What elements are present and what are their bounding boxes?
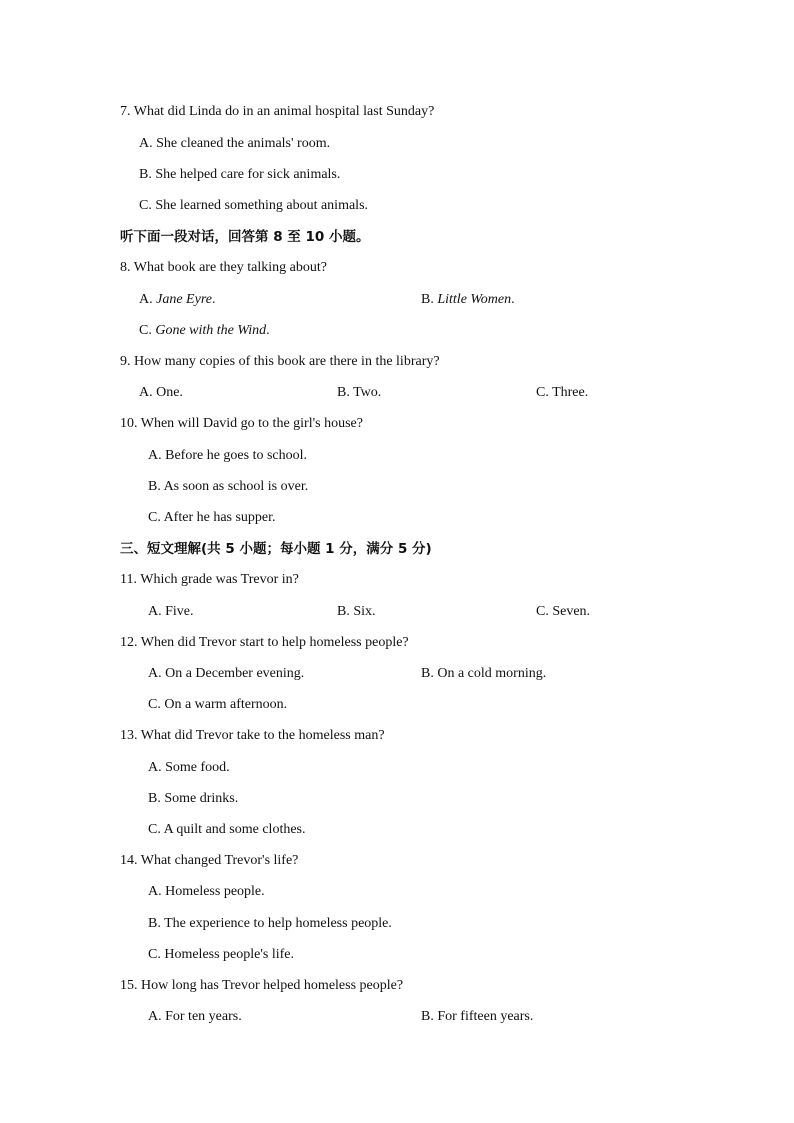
question-7-option-b: B. She helped care for sick animals. [139, 167, 341, 182]
question-7-option-c: C. She learned something about animals. [139, 198, 369, 213]
question-8-option-b: B. Little Women. [421, 292, 515, 307]
question-8-option-c: C. Gone with the Wind. [139, 323, 270, 338]
question-7: 7. What did Linda do in an animal hospital last Sunday? [120, 104, 435, 119]
question-13: 13. What did Trevor take to the homeless man? [120, 728, 385, 743]
question-10: 10. When will David go to the girl's house? [120, 416, 363, 431]
question-15: 15. How long has Trevor helped homeless people? [120, 978, 404, 993]
question-15-option-b: B. For fifteen years. [421, 1009, 534, 1024]
question-10-option-b: B. As soon as school is over. [148, 479, 309, 494]
question-11-option-b: B. Six. [337, 604, 376, 619]
question-8: 8. What book are they talking about? [120, 260, 327, 275]
question-11-option-c: C. Seven. [536, 604, 591, 619]
question-9-option-b: B. Two. [337, 385, 382, 400]
question-12: 12. When did Trevor start to help homeless people? [120, 635, 409, 650]
question-7-option-a: A. She cleaned the animals' room. [139, 136, 331, 151]
question-12-option-b: B. On a cold morning. [421, 666, 547, 681]
question-12-option-a: A. On a December evening. [148, 666, 305, 681]
question-14: 14. What changed Trevor's life? [120, 853, 299, 868]
question-11-option-a: A. Five. [148, 604, 194, 619]
question-10-option-a: A. Before he goes to school. [148, 448, 308, 463]
section-3-heading: 三、短文理解(共 5 小题；每小题 1 分，满分 5 分) [120, 541, 432, 557]
question-10-option-c: C. After he has supper. [148, 510, 276, 525]
question-13-option-a: A. Some food. [148, 760, 230, 775]
question-8-option-a: A. Jane Eyre. [139, 292, 216, 307]
question-14-option-a: A. Homeless people. [148, 884, 265, 899]
question-9-option-a: A. One. [139, 385, 183, 400]
question-15-option-a: A. For ten years. [148, 1009, 242, 1024]
question-11: 11. Which grade was Trevor in? [120, 572, 299, 587]
question-14-option-c: C. Homeless people's life. [148, 947, 294, 962]
question-9: 9. How many copies of this book are there in the library? [120, 354, 440, 369]
question-9-option-c: C. Three. [536, 385, 589, 400]
question-13-option-c: C. A quilt and some clothes. [148, 822, 306, 837]
instruction-8-10: 听下面一段对话，回答第 8 至 10 小题。 [120, 229, 370, 245]
question-14-option-b: B. The experience to help homeless people. [148, 916, 392, 931]
question-12-option-c: C. On a warm afternoon. [148, 697, 288, 712]
question-13-option-b: B. Some drinks. [148, 791, 239, 806]
